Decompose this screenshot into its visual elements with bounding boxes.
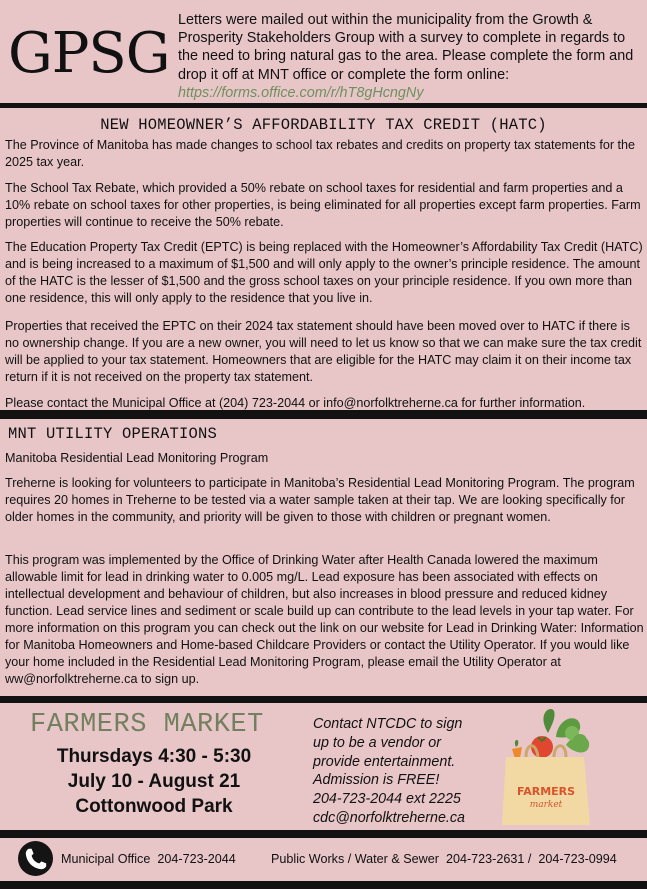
mnt-paragraph: This program was implemented by the Office of Drinking Water after Health Canada lowered the maximum allowable limit for lead in drinking water to 0.005 mg/L. Lead exposure has been associated with effects on intellectual development and behaviour of children, but also increases in blood pressure and reduced kidney function. Lead service lines and sediment or scale build up can contribute to the lead levels in your tap water. For more information on this program you can check out the link on our website for Lead in Drinking Water: Information for Manitoba Homeowners and Home-based Childcare Providers or contact the Utility Operator. If you would like your home included in the Residential Lead Monitoring Program, please email the Utility Operator at ww@norfolktreherne.ca to sign up.	[5, 553, 644, 686]
gpsg-notice	[178, 11, 646, 102]
contact-line: Admission is FREE!	[313, 772, 440, 789]
gpsg-notice-text: Letters were mailed out within the municipality from the Growth & Prosperity Stakeholders Group with a survey to complete in regards to the need to bring natural gas to the area. Please complete the form and drop it off at MNT office or complete the form online:	[178, 12, 634, 83]
market-dates: July 10 - August 21	[67, 771, 241, 792]
gpsg-logo: GPSG	[8, 21, 170, 86]
market-time: Thursdays 4:30 - 5:30	[56, 746, 252, 767]
contact-phone: 204-723-2044 ext 2225	[313, 791, 461, 808]
divider	[0, 696, 647, 703]
divider	[0, 830, 647, 838]
produce-bag-icon	[496, 703, 596, 828]
hatc-paragraph: Properties that received the EPTC on their 2024 tax statement should have been moved over to HATC if there is no ownership change. If you are a new owner, you will need to let us know so that we can make sure the tax credit will be applied to your tax statement. Homeowners that are eligible for the HATC may claim it on their income tax return if it is not received on the property tax statement.	[5, 319, 642, 384]
mnt-utility-section	[0, 419, 647, 696]
municipal-office-phone: Municipal Office 204-723-2044	[61, 852, 236, 866]
farmers-market-title: FARMERS MARKET	[30, 710, 264, 740]
hatc-contact-paragraph: Please contact the Municipal Office at (204) 723-2044 or info@norfolktreherne.ca for further information.	[5, 396, 586, 410]
divider	[0, 881, 647, 889]
mnt-title: MNT UTILITY OPERATIONS	[8, 425, 218, 443]
mnt-subtitle: Manitoba Residential Lead Monitoring Program	[5, 451, 269, 465]
hatc-paragraph: The Province of Manitoba has made changes to school tax rebates and credits on property tax statements for the 2025 tax year.	[5, 138, 636, 169]
bag-sublabel-icon: market	[529, 800, 563, 810]
gpsg-section	[0, 0, 647, 103]
footer	[0, 839, 647, 881]
market-location: Cottonwood Park	[75, 796, 233, 817]
contact-line: provide entertainment.	[313, 753, 456, 770]
farmers-market-section	[0, 703, 647, 830]
hatc-section	[0, 108, 647, 410]
bag-label-icon: FARMERS	[516, 785, 576, 798]
contact-line: Contact NTCDC to sign	[313, 716, 463, 732]
phone-icon	[18, 841, 53, 876]
contact-email: cdc@norfolktreherne.ca	[313, 809, 465, 826]
hatc-paragraph: The School Tax Rebate, which provided a 50% rebate on school taxes for residential and farm properties and a 10% rebate on school taxes for other properties, is being eliminated for all properties except farm properties. Farm properties will continue to receive the 50% rebate.	[5, 181, 641, 229]
public-works-phone: Public Works / Water & Sewer 204-723-2631 / 204-723-0994	[271, 852, 617, 866]
hatc-title: NEW HOMEOWNER’S AFFORDABILITY TAX CREDIT (HATC)	[100, 116, 547, 134]
contact-line: up to be a vendor or	[313, 734, 441, 751]
hatc-paragraph: The Education Property Tax Credit (EPTC) is being replaced with the Homeowner’s Affordability Tax Credit (HATC) and is being increased to a maximum of $1,500 and will only apply to the owner’s principle residence. The amount of the HATC is the lesser of $1,500 and the gross school taxes on your principle residence. If you own more than one residence, this will only apply to the residence that you live in.	[5, 240, 643, 305]
mnt-paragraph: Treherne is looking for volunteers to participate in Manitoba’s Residential Lead Monitoring Program. The program requires 20 homes in Treherne to be tested via a water sample taken at their tap. We are looking specifically for older homes in the community, and priority will be given to those with children or pregnant women.	[5, 476, 635, 524]
survey-link[interactable]: https://forms.office.com/r/hT8gHcngNy	[178, 84, 424, 101]
market-contact	[313, 715, 503, 828]
